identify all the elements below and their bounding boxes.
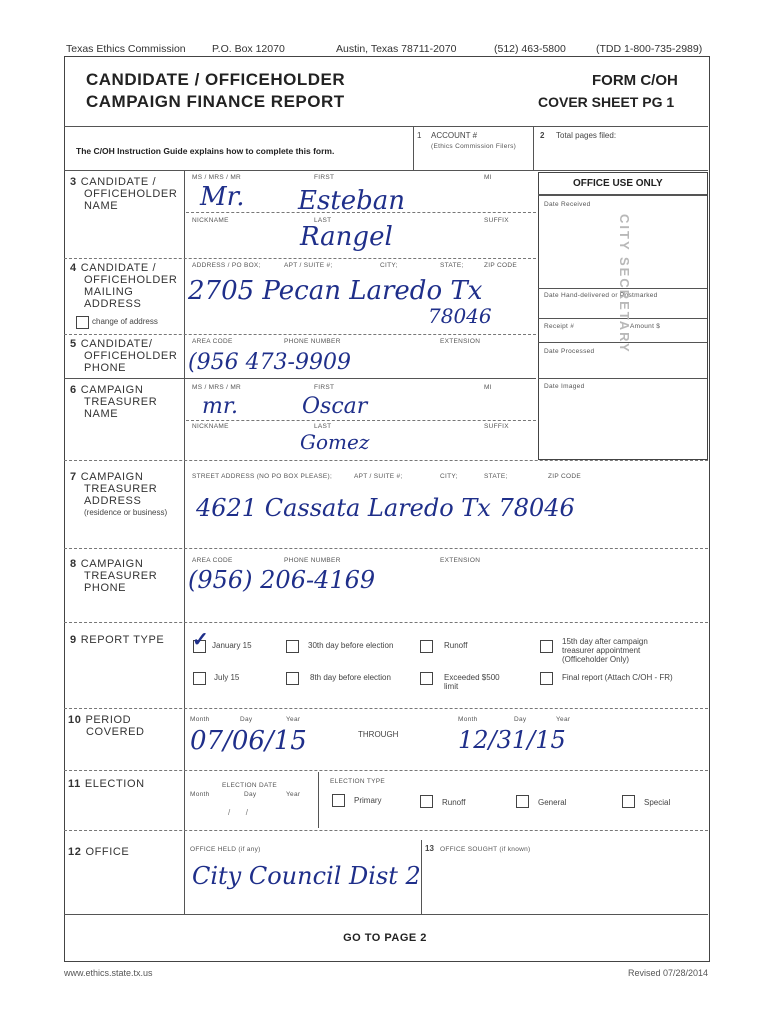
field-label-last: LAST — [314, 217, 332, 224]
section-text: TREASURER — [84, 483, 158, 495]
field-label-city: CITY; — [440, 473, 458, 480]
section-text: ELECTION — [84, 778, 145, 790]
election-special-checkbox[interactable] — [622, 795, 635, 808]
section-text: PHONE — [84, 362, 127, 374]
receipt-label: Receipt # — [544, 323, 575, 330]
field-label-month: Month — [190, 791, 210, 798]
divider — [64, 460, 708, 461]
divider — [64, 170, 708, 171]
section-text: CANDIDATE/ — [80, 338, 153, 350]
field-label-extension: EXTENSION — [440, 557, 481, 564]
field-label-suffix: SUFFIX — [484, 423, 509, 430]
field-label-mi: MI — [484, 384, 492, 391]
field-label-first: FIRST — [314, 174, 335, 181]
field-label-suffix: SUFFIX — [484, 217, 509, 224]
change-of-address-checkbox[interactable] — [76, 316, 89, 329]
hand-delivered-label: Date Hand-delivered or Postmarked — [544, 292, 658, 299]
section-number: 8 — [70, 558, 77, 570]
section-4-label — [70, 262, 177, 310]
field-label-apt: APT / SUITE #; — [284, 262, 333, 269]
section-7-note: (residence or business) — [84, 508, 168, 517]
report-type-july-checkbox[interactable] — [193, 672, 206, 685]
field-label-address: ADDRESS / PO BOX; — [192, 262, 261, 269]
divider — [64, 830, 708, 831]
section-text: OFFICE — [85, 846, 130, 858]
agency-tdd: (TDD 1-800-735-2989) — [596, 43, 703, 55]
section-3-label — [70, 176, 177, 212]
election-type-label: ELECTION TYPE — [330, 778, 386, 785]
section-text: OFFICEHOLDER — [84, 274, 178, 286]
cover-sheet-label: COVER SHEET PG 1 — [538, 94, 675, 110]
through-label: THROUGH — [358, 730, 399, 739]
section-12-label — [68, 846, 129, 858]
field-label-month: Month — [458, 716, 478, 723]
field-label-area-code: AREA CODE — [192, 338, 233, 345]
section-text: NAME — [84, 408, 119, 420]
field-label-phone: PHONE NUMBER — [284, 338, 341, 345]
field-label-year: Year — [556, 716, 571, 723]
section-text: COVERED — [86, 726, 145, 738]
divider — [64, 378, 536, 379]
divider — [64, 334, 536, 335]
field-label-prefix: MS / MRS / MR — [192, 384, 242, 391]
divider — [64, 126, 708, 127]
treasurer-prefix[interactable]: mr. — [202, 394, 238, 419]
section-13-number: 13 — [425, 844, 434, 853]
section-text: ADDRESS — [84, 495, 142, 507]
election-date-label: ELECTION DATE — [222, 782, 278, 789]
field-label-zip: ZIP CODE — [548, 473, 581, 480]
label-column-divider — [184, 170, 185, 914]
section-text: TREASURER — [84, 396, 158, 408]
form-title-line1: CANDIDATE / OFFICEHOLDER — [86, 70, 346, 89]
section-number: 6 — [70, 384, 77, 396]
account-label: ACCOUNT # — [431, 131, 478, 140]
field-label-year: Year — [286, 791, 301, 798]
divider — [64, 258, 536, 259]
field-label-area-code: AREA CODE — [192, 557, 233, 564]
divider — [186, 212, 536, 213]
report-type-runoff-checkbox[interactable] — [420, 640, 433, 653]
candidate-last-name[interactable]: Rangel — [300, 222, 393, 252]
amount-label: Amount $ — [630, 323, 661, 330]
election-runoff-checkbox[interactable] — [420, 795, 433, 808]
section-number: 9 — [70, 634, 77, 646]
election-type-option: Special — [644, 798, 671, 807]
candidate-first-name[interactable]: Esteban — [298, 186, 406, 216]
office-sought-label: OFFICE SOUGHT (if known) — [440, 846, 531, 853]
field-label-mi: MI — [484, 174, 492, 181]
field-label-state: STATE; — [484, 473, 508, 480]
field-label-prefix: MS / MRS / MR — [192, 174, 242, 181]
section-text: CANDIDATE / — [80, 262, 157, 274]
office-held-label: OFFICE HELD (if any) — [190, 846, 261, 853]
divider — [533, 127, 534, 170]
section-10-label — [68, 714, 145, 738]
election-type-option: Runoff — [442, 798, 466, 807]
field-label-apt: APT / SUITE #; — [354, 473, 403, 480]
field-label-month: Month — [190, 716, 210, 723]
agency-phone: (512) 463-5800 — [494, 43, 566, 55]
report-type-final-checkbox[interactable] — [540, 672, 553, 685]
section-number: 11 — [68, 778, 81, 790]
section-number: 4 — [70, 262, 77, 274]
period-to[interactable]: 12/31/15 — [458, 726, 566, 754]
change-of-address-label: change of address — [92, 317, 158, 326]
divider — [64, 622, 708, 623]
form-id: FORM C/OH — [592, 72, 678, 89]
field-label-nickname: NICKNAME — [192, 423, 229, 430]
agency-name: Texas Ethics Commission — [66, 43, 186, 55]
election-type-option: General — [538, 798, 567, 807]
section-6-label — [70, 384, 157, 420]
divider — [64, 914, 708, 915]
section-number: 5 — [70, 338, 77, 350]
report-type-label: 15th day after campaign treasurer appointment (Officeholder Only) — [562, 637, 648, 664]
field-label-city: CITY; — [380, 262, 398, 269]
report-type-label: 8th day before election — [310, 673, 391, 682]
divider — [413, 127, 414, 170]
election-primary-checkbox[interactable] — [332, 794, 345, 807]
revised-date: Revised 07/28/2014 — [628, 968, 709, 978]
pages-num: 2 — [540, 131, 545, 140]
election-general-checkbox[interactable] — [516, 795, 529, 808]
section-7-label — [70, 471, 157, 507]
section-text: CAMPAIGN — [80, 384, 144, 396]
divider — [538, 378, 707, 379]
report-type-label: 30th day before election — [308, 641, 394, 650]
report-type-exceeded-checkbox[interactable] — [420, 672, 433, 685]
account-sublabel: (Ethics Commission Filers) — [431, 143, 517, 150]
field-label-day: Day — [514, 716, 527, 723]
candidate-prefix[interactable]: Mr. — [200, 182, 245, 212]
section-text: OFFICEHOLDER — [84, 188, 178, 200]
treasurer-address[interactable]: 4621 Cassata Laredo Tx 78046 — [196, 494, 575, 522]
report-type-label: January 15 — [212, 641, 252, 650]
divider — [64, 548, 708, 549]
field-label-extension: EXTENSION — [440, 338, 481, 345]
checkmark-icon: ✓ — [192, 629, 209, 651]
report-type-label: Exceeded $500 limit — [444, 673, 500, 691]
divider — [64, 708, 708, 709]
treasurer-phone[interactable]: (956) 206-4169 — [188, 566, 376, 594]
go-to-page-2: GO TO PAGE 2 — [343, 932, 427, 944]
report-type-label: July 15 — [214, 673, 240, 682]
candidate-zip[interactable]: 78046 — [428, 304, 492, 328]
divider — [421, 840, 422, 914]
section-text: CAMPAIGN — [80, 471, 144, 483]
pages-label: Total pages filed: — [556, 131, 617, 140]
field-label-last: LAST — [314, 423, 332, 430]
section-text: TREASURER — [84, 570, 158, 582]
section-text: CAMPAIGN — [80, 558, 144, 570]
treasurer-first-name[interactable]: Oscar — [302, 394, 368, 419]
agency-po-box: P.O. Box 12070 — [212, 43, 285, 55]
field-label-first: FIRST — [314, 384, 335, 391]
divider — [538, 194, 707, 196]
divider — [318, 772, 319, 828]
field-label-zip: ZIP CODE — [484, 262, 517, 269]
section-text: CANDIDATE / — [80, 176, 157, 188]
election-type-option: Primary — [354, 796, 382, 805]
report-type-8th-day-checkbox[interactable] — [286, 672, 299, 685]
section-text: ADDRESS — [84, 298, 142, 310]
section-text: REPORT TYPE — [80, 634, 165, 646]
candidate-phone[interactable]: (956 473-9909 — [188, 350, 351, 375]
form-title-line2: CAMPAIGN FINANCE REPORT — [86, 92, 345, 111]
candidate-address[interactable]: 2705 Pecan Laredo Tx — [188, 276, 483, 306]
account-num: 1 — [417, 131, 422, 140]
field-label-state: STATE; — [440, 262, 464, 269]
section-number: 3 — [70, 176, 77, 188]
treasurer-last-name[interactable]: Gomez — [300, 430, 370, 454]
instruction-text: The C/OH Instruction Guide explains how to complete this form. — [76, 146, 335, 156]
divider — [64, 770, 708, 771]
report-type-15th-day-checkbox[interactable] — [540, 640, 553, 653]
section-number: 12 — [68, 846, 82, 858]
section-number: 10 — [68, 714, 82, 726]
divider — [186, 420, 536, 421]
field-label-street: STREET ADDRESS (NO PO BOX PLEASE); — [192, 473, 333, 480]
section-text: NAME — [84, 200, 119, 212]
office-held-value[interactable]: City Council Dist 2 — [192, 862, 421, 890]
section-11-label — [68, 778, 145, 790]
section-number: 7 — [70, 471, 77, 483]
report-type-30th-day-checkbox[interactable] — [286, 640, 299, 653]
received-stamp: CITY SECRETARY — [617, 214, 632, 354]
section-text: MAILING — [84, 286, 134, 298]
section-text: PERIOD — [85, 714, 132, 726]
date-received-label: Date Received — [544, 201, 591, 208]
agency-city: Austin, Texas 78711-2070 — [336, 43, 457, 55]
period-from[interactable]: 07/06/15 — [190, 726, 307, 756]
field-label-phone: PHONE NUMBER — [284, 557, 341, 564]
date-imaged-label: Date Imaged — [544, 383, 585, 390]
field-label-year: Year — [286, 716, 301, 723]
date-separator: / / — [228, 808, 249, 817]
section-9-label — [70, 634, 164, 646]
office-use-title: OFFICE USE ONLY — [573, 178, 663, 189]
date-processed-label: Date Processed — [544, 348, 595, 355]
field-label-day: Day — [244, 791, 257, 798]
section-text: PHONE — [84, 582, 127, 594]
report-type-label: Runoff — [444, 641, 468, 650]
section-text: OFFICEHOLDER — [84, 350, 178, 362]
section-8-label — [70, 558, 157, 594]
field-label-nickname: NICKNAME — [192, 217, 229, 224]
section-5-label — [70, 338, 177, 374]
report-type-label: Final report (Attach C/OH - FR) — [562, 673, 673, 682]
field-label-day: Day — [240, 716, 253, 723]
website-url: www.ethics.state.tx.us — [64, 968, 153, 978]
